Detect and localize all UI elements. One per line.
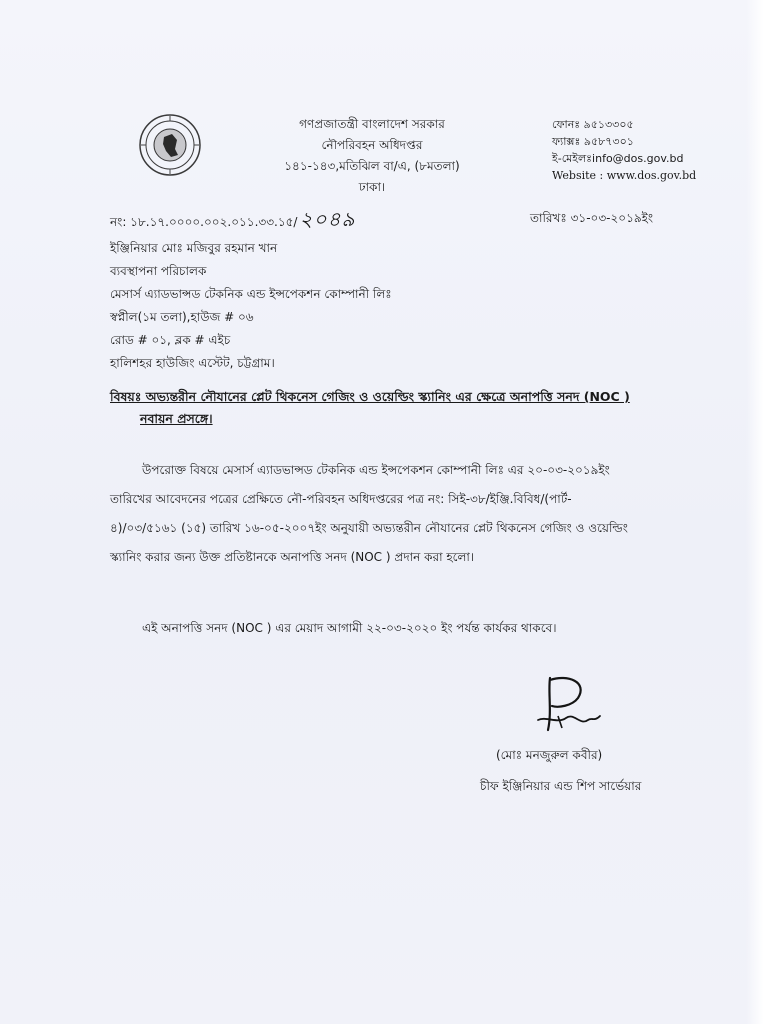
- letter-date: তারিখঃ ৩১-০৩-২০১৯ইং: [530, 211, 654, 225]
- body-line: উপরোক্ত বিষয়ে মেসার্স এ্যাডভান্সড টেকনিক এন্ড ইন্সপেকশন কোম্পানী লিঃ এর ২০-০৩-২০১৯ইং: [142, 463, 610, 477]
- subject-line-2: নবায়ন প্রসঙ্গে।: [140, 411, 213, 426]
- recipient-block: [110, 237, 392, 375]
- recipient-line: ইঞ্জিনিয়ার মোঃ মজিবুর রহমান খান: [110, 241, 278, 255]
- body-line: স্ক্যানিং করার জন্য উক্ত প্রতিষ্টানকে অনাপত্তি সনদ (NOC ) প্রদান করা হলো।: [110, 550, 475, 564]
- subject-line-1: বিষয়ঃ অভ্যন্তরীন নৌযানের প্লেট থিকনেস গেজিং ও ওয়েল্ডিং স্ক্যানিং এর ক্ষেত্রে অনাপত্তি সনদ (NOC ): [110, 389, 630, 404]
- recipient-line: হালিশহর হাউজিং এস্টেট, চট্টগ্রাম।: [110, 356, 275, 370]
- validity-statement: এই অনাপত্তি সনদ (NOC ) এর মেয়াদ আগামী ২২-০৩-২০২০ ইং পর্যন্ত কার্যকর থাকবে।: [142, 621, 557, 635]
- reference-number: [110, 205, 355, 238]
- letterhead: [262, 114, 482, 198]
- website-address: Website : www.dos.gov.bd: [552, 169, 697, 182]
- body-paragraph: [110, 456, 710, 572]
- subject-block: [110, 386, 700, 430]
- reference-number-handwritten: ২০৪৯: [299, 207, 356, 231]
- office-city: ঢাকা।: [358, 180, 386, 194]
- signature-icon: [528, 672, 618, 742]
- recipient-line: মেসার্স এ্যাডভান্সড টেকনিক এন্ড ইন্সপেকশন কোম্পানী লিঃ: [110, 287, 392, 301]
- email-address: ই-মেইলঃinfo@dos.gov.bd: [552, 152, 684, 165]
- government-name: গণপ্রজাতন্ত্রী বাংলাদেশ সরকার: [299, 117, 445, 131]
- fax-number: ফ্যাক্সঃ ৯৫৮৭৩০১: [552, 135, 634, 148]
- body-line: ৪)/০৩/৫১৬১ (১৫) তারিখ ১৬-০৫-২০০৭ইং অনুযায়ী অভ্যন্তরীন নৌযানের প্লেট থিকনেস গেজিং ও ওয়েল্ডিং: [110, 521, 628, 535]
- phone-number: ফোনঃ ৯৫১৩৩০৫: [552, 118, 634, 131]
- department-name: নৌপরিবহন অধিদপ্তর: [321, 138, 423, 152]
- recipient-line: ব্যবস্থাপনা পরিচালক: [110, 264, 207, 278]
- reference-number-printed: নং: ১৮.১৭.০০০০.০০২.০১১.৩৩.১৫/: [110, 215, 298, 229]
- signatory-title: চীফ ইঞ্জিনিয়ার এন্ড শিপ সার্ভেয়ার: [480, 779, 642, 793]
- office-address: ১৪১-১৪৩,মতিঝিল বা/এ, (৮মতলা): [284, 159, 460, 173]
- signatory-name: (মোঃ মনজুরুল কবীর): [496, 748, 603, 762]
- recipient-line: স্বপ্নীল(১ম তলা),হাউজ # ০৬: [110, 310, 254, 324]
- recipient-line: রোড # ০১, ব্লক # এইচ: [110, 333, 231, 347]
- body-line: তারিখের আবেদনের পত্রের প্রেক্ষিতে নৌ-পরিবহন অধিদপ্তরের পত্র নং: সিই-৩৮/ইঞ্জি.বিবিধ/(পার্ট-: [110, 492, 572, 506]
- contact-info: [552, 116, 752, 184]
- government-seal-icon: [138, 113, 202, 177]
